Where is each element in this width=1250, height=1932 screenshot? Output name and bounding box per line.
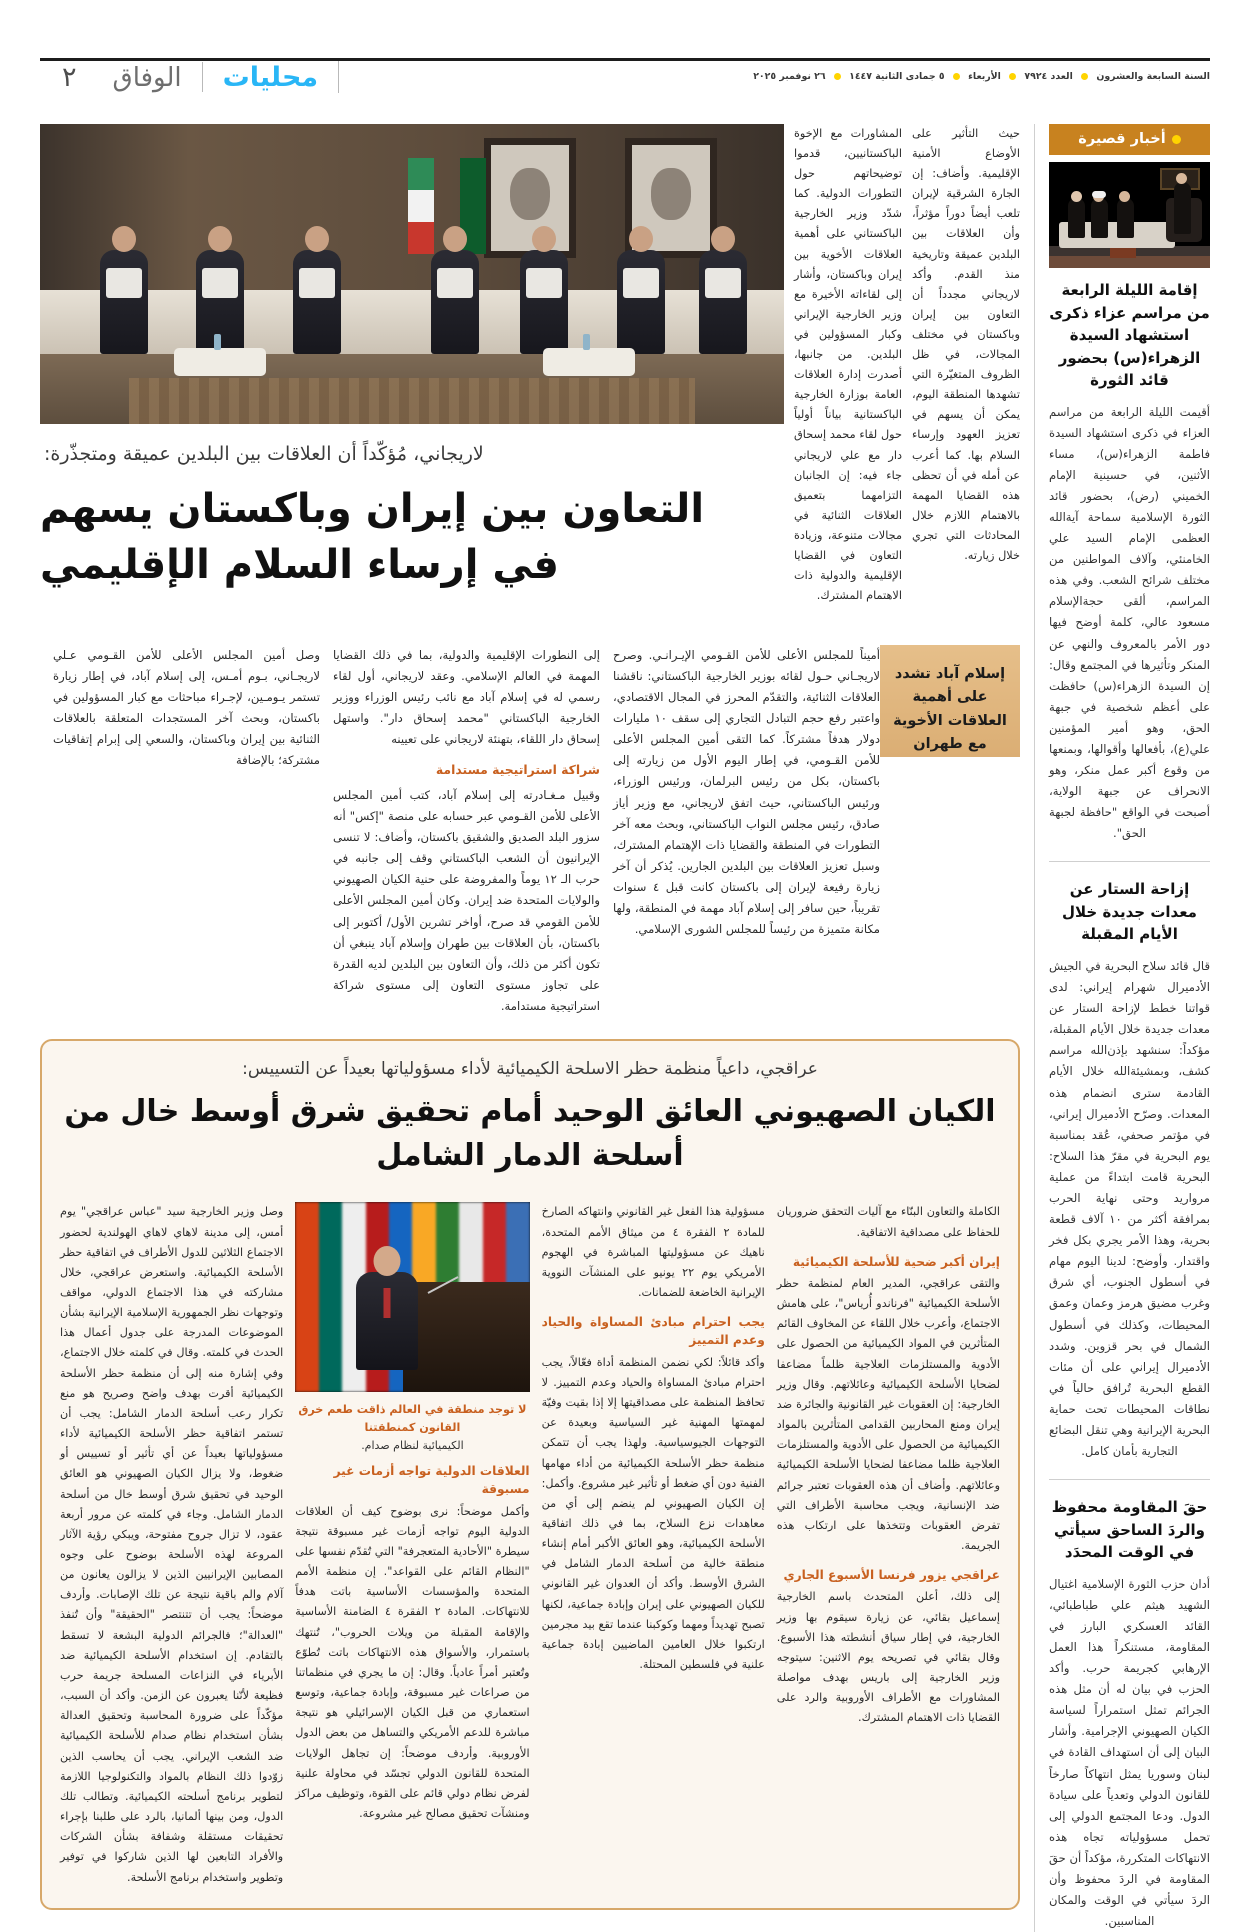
photo-person: [100, 250, 148, 354]
photo-person: [699, 250, 747, 354]
photo-person: [431, 250, 479, 354]
bottom-article-column-1: [765, 1202, 1000, 1887]
sidebar-divider: [1034, 124, 1035, 1932]
top-article-column-extra3: المشاورات مع الإخوة الباكستانيين، قدموا توضيحاتهم حول التطورات الدولية. كما شدّد وزير الخارجية الباكستاني على أهمية العلاقات الأخوية بين إيران وباكستان، وأشار إلى لقاءاته الأخيرة مع وزير الخارجية الإيراني وكبار المسؤولين في البلدين. من جانبها، أصدرت إدارة العلاقات العامة بوزارة الخارجية الباكستانية بياناً أولياً حول لقاء محمد إسحاق دار مع علي لاريجاني جاء فيه: إن الجانبان التزامهما بتعميق العلاقات الثنائية في مجالات متنوعة، وزيادة التعاون في القضايا الإقليمية والدولية ذات الاهتمام المشترك.: [794, 127, 902, 603]
top-article-photo-block: [40, 124, 784, 621]
page-content: [40, 124, 1210, 1932]
bullet-dot-icon: [953, 73, 960, 80]
bullet-dot-icon: [1081, 73, 1088, 80]
bottom-subhead-equality: يجب احترام مبادئ المساواة والحياد وعدم التمييز: [541, 1315, 765, 1348]
photo-figure-main: [1174, 182, 1191, 234]
issue-info-number: العدد ٧٩٢٤: [1024, 71, 1073, 82]
bottom-col1-body2: إلى ذلك، أعلن المتحدث باسم الخارجية إسماعيل بقائي، عن زيارة سيقوم بها وزير الخارجية، في إطار سياق أنشطته هذا الأسبوع. وقال بقائي في تصريحه يوم الاثنين: سيتوجه وزير الخارجية إلى باريس بهدف مواصلة المشاورات مع الأطراف الأوروبية والرد على القضايا ذات الاهتمام المشترك.: [776, 1590, 1000, 1725]
top-article-headline[interactable]: [40, 481, 784, 595]
top-article-column-left: [600, 645, 880, 1017]
photo-figure: [1091, 198, 1108, 238]
sidebar-photo: [1049, 162, 1210, 268]
wall-portrait-right: [484, 138, 576, 258]
bottom-subhead-intl-relations: العلاقات الدولية تواجه أزمات غير مسبوقة: [333, 1464, 530, 1497]
sidebar-item: [1049, 1496, 1210, 1932]
photo-rug: [129, 378, 694, 424]
bottom-col1-body: والتقى عراقجي، المدير العام لمنظمة حظر الأسلحة الكيميائية "فرناندو أُرياس"، على هامش الاجتماع، وأعرب خلال اللقاء عن المخاوف القائم المتأثرين في المواد الكيميائية من الحصول على الأدوية والمستلزمات العلاجية ظلماً مضاعفا لضحايا الأسلحة الكيميائية وعائلاتهم. وقال وزير الخارجية: إن العقوبات غير القانونية والجائرة ضد إيران ومنع المحاربين القدامى المتأثرين بالمواد الكيميائية من الحصول على الأدوية والمستلزمات العلاجية ظلما مضاعفا لضحايا الأسلحة الكيميائية وعائلاتهم. وأضاف أن هذه العقوبات تعتبر جرائم ضد الإنسانية، ويجب محاسبة الأطراف التي تفرض العقوبات وتتخذها على ارتكاب هذه الجريمة.: [776, 1276, 1000, 1552]
top-article-column-mid: [320, 645, 600, 1017]
photo-pedestal: [1110, 248, 1136, 258]
bottom-col2-body: وأكد قائلاً: لكي نضمن المنظمة أداة فعّالاً، يجب احترام مبادئ المساواة والحياد وعدم التمييز. لا تحافظ المنظمة على مصداقيتها إلا إذا بقيت وفيّة لمهمتها المهنية غير السياسية وبعيدة عن التوجهات الجيوسياسية. ولهذا يجب أن تتمكن منظمة حظر الأسلحة الكيميائية من أداء مهامها الفنية دون أي ضغط أو تأثير غير مشروع. وأكمل: إن الكيان الصهيوني لم ينضم إلى أي من معاهدات نزع السلاح، بما في ذلك اتفاقية الأسلحة الكيميائية، وهو العائق الأكبر أمام إنشاء منطقة خالية من أسلحة الدمار الشامل في الشرق الأوسط. وأكد أن العدوان غير القانوني للكيان الصهيوني على إيران وإبادة جماعية، لكنها تصبح تهديداً ومهما وكوكبنا عندما تقع بيد مجرمين ارتكبوا خلال العامين الماضيين إبادة جماعية علنية في فلسطين المحتلة.: [541, 1355, 765, 1672]
photo-caption: لا توجد منطقة في العالم ذاقت طعم خرق القانون كمنطقتنا: [298, 1403, 527, 1434]
sidebar-item-body: قال قائد سلاح البحرية في الجيش الأدميرال شهرام إيراني: لدى قواتنا خطط لإزاحة الستار عن معدات جديدة خلال الأيام المقبلة، مؤكداً: سنشهد بإذن‌الله مراسم كشف، وبمشيئة‌الله خلال الأيام القادمة سترى انضمام هذه المعدات. وصرّح الأدميرال إيراني، في مؤتمر صحفي، عُقد بمناسبة يوم البحرية في مقرّ هذا السلاح: البحرية قامت ابتداءً من عملية مرواريد وحتى نهاية الحرب بمرافقة أكثر من ١٠ آلاف قطعة بحرية، وهذا الأمر يجري بكل فخر واقتدار. وأوضح: لدينا اليوم مهام في أسطول الجنوب، أي شرق وغرب مضيق هرمز وعمان وعمق المحيطات، وكذلك في أسطول الشمال في بحر قزوين. وشدد الأدميرال إيراني على أن مئات القطع البحرية تُرافق حالياً في نطاقات المحيطات تحت حماية البحرية الإيرانية وهي تنقل البضائع التجارية بأمان كامل.: [1049, 958, 1210, 1459]
short-news-sidebar: [1035, 124, 1210, 1932]
short-news-header: [1049, 124, 1210, 155]
bottom-article-column-2: [530, 1202, 765, 1887]
headline-line-2: في إرساء السلام الإقليمي: [40, 542, 559, 589]
photo-person: [520, 250, 568, 354]
bottom-article-kicker: عراقجي، داعياً منظمة حظر الاسلحة الكيميائية لأداء مسؤولياتها بعيداً عن التسييس:: [242, 1058, 818, 1079]
sidebar-item-body: أقيمت الليلة الرابعة من مراسم العزاء في ذكرى استشهاد السيدة فاطمة الزهراء(س)، مساء الأثنين، في حسينية الإمام الخميني (رض)، بحضور قائد الثورة الإسلامية سماحة آية‌الله العظمى الإمام السيد علي الخامنئي، وآلاف المواطنين من مختلف شرائح الشعب. وفي هذه المراسم، ألقى حجة‌الإسلام مسعود عالي، كلمة أوضح فيها دور الأمر بالمعروف والنهي عن المنكر وتأثيرها في المجتمع وقال: إن السيدة الزهراء(س) حافظت على أعظم شخصية في جبهة الحق، وهو أمير المؤمنين علي(ع)، بأفعالها وأقوالها، وبمنعها من وقوع أكبر عمل منكر، وهو الانحراف عن جبهة الولاية، أصبحت في الواقع "حافظة لجبهة الحق".: [1049, 404, 1210, 841]
opcw-photo: [295, 1202, 529, 1392]
sidebar-divider-rule: [1049, 861, 1210, 862]
photo-table: [543, 348, 635, 376]
bottom-article-photo-column: [283, 1202, 529, 1887]
bottom-col3-body: وأكمل موضحاً: نرى بوضوح كيف أن العلاقات الدولية اليوم تواجه أزمات غير مسبوقة نتيجة سيطرة "الأحادية المتعجرفة" التي تُقدّم نفسها على "النظام القائم على القواعد". إن منظمة الأمم المتحدة والمؤسسات الأساسية باتت هدفاً للانتهاكات. المادة ٢ الفقرة ٤ الضامنة الأساسية والإقامة المقبلة من ويلات الحروب"، تُنتهك باستمرار، والأسواق هذه الانتهاكات باتت تُطوّع وتُعتبر أمراً عادياً. وقال: إن ما يجري في منظماتنا من صراعات غير مسبوقة، وإبادة جماعية، وتوسع استعماري من قبل الكيان الإسرائيلي هو نتيجة مباشرة للدعم الأمريكي والتساهل من بعض الدول الأوروبية. وأردف موضحاً: إن تجاهل الولايات المتحدة للقانون الدولي تجسّد في محاولة علنية لفرض نظام دولي قائم على القوة، وتوظيف مراكز ومنشآت تحقيق مصالح غير مشروعة.: [295, 1504, 530, 1821]
bottom-subhead-france-visit: عراقجي يزور فرنسا الأسبوع الجاري: [783, 1568, 1000, 1583]
bottom-article-column-4: [60, 1202, 283, 1887]
lead-photo: [40, 124, 784, 424]
photo-table: [174, 348, 266, 376]
top-article-kicker: لاريجاني، مُؤكّداً أن العلاقات بين البلدين عميقة ومتجذّرة:: [44, 443, 484, 465]
speaker-figure: [356, 1272, 418, 1370]
issue-info-hijri: ٥ جمادى الثانية ١٤٤٧: [849, 71, 945, 82]
photo-figure: [1068, 198, 1085, 238]
sidebar-divider-rule: [1049, 1479, 1210, 1480]
bottom-col1-intro: الكاملة والتعاون البنّاء مع آليات التحقق ضروريان للحفاظ على مصداقية الاتفاقية.: [776, 1205, 1000, 1239]
photo-turban: [1092, 191, 1106, 198]
newspaper-page: [0, 44, 1250, 1929]
iran-flag-icon: [408, 158, 434, 254]
photo-head: [1119, 191, 1130, 202]
top-article-column-right: [40, 645, 320, 1017]
bullet-dot-icon: [1172, 135, 1181, 144]
article-iran-pakistan: [40, 124, 1020, 1017]
bottom-article-headline[interactable]: الكيان الصهيوني العائق الوحيد أمام تحقيق شرق أوسط خال من أسلحة الدمار الشامل: [64, 1094, 996, 1173]
top-col-left-text: أميناً للمجلس الأعلى للأمن القـومي الإيـرانـي. وصرح لاريجـاني حـول لقائه بوزير الخارجية الباكستاني: ناقشنا العلاقات الثنائية، والتقدّم المحرز في المجال الاقتصادي، واعتبر رفع حجم التبادل التجاري إلى سقف ١٠ مليارات دولار هدفاً مشتركاً. كما التقى أمين المجلس الأعلى للأمن القـومي، في إطار اليوم الأول من زيارته إلى باكستان، بكل من رئيس البرلمان، ورئيس الوزراء، ورئيس الباكستاني، حيث اتفق لاريجاني، مع وزير أياز صادق، رئيس مجلس النواب الباكستاني، وبحث معه آخر التطورات في المنطقة والقضايا ذات الإهتمام المشترك، وسبل تعزيز العلاقات بين البلدين الجارين. يُذكر أن آخر زيارة رفيعة لإيران إلى باكستان كانت قبل ٤ سنوات تقريباً، حين سافر إلى إسلام آباد مهمة في المنطقة، ولها مكانة متميزة من رئيساً للمجلس الشورى الإسلامي.: [613, 647, 880, 937]
masthead-right-group: [40, 61, 339, 93]
sidebar-item: [1049, 878, 1210, 1462]
sidebar-item-headline[interactable]: حقَ المقاومة محفوظ والردَ الساحق سيأتي في الوقت المحدَد: [1051, 1498, 1208, 1562]
issue-info-year: السنة السابعة والعشرون: [1096, 71, 1210, 82]
podium: [403, 1282, 530, 1392]
pull-quote-box: إسلام آباد تشدد على أهمية العلاقات الأخوية مع طهران: [880, 645, 1020, 757]
sidebar-item-headline[interactable]: إقامة الليلة الرابعة من مراسم عزاء ذكرى استشهاد السيدة الزهراء(س) بحضور قائد الثورة: [1049, 281, 1210, 389]
top-article-column-extra1: حيث التأثير على الأوضاع الأمنية الإقليمية. وأضاف: إن الجارة الشرقية لإيران تلعب أيضاً دوراً مؤثراً، وأن العلاقات بين البلدين عميقة وتاريخية منذ القدم. وأكد لاريجاني مجدداً أن التعاون بين إيران وباكستان في مختلف المجالات، في ظل الظروف المتغيّرة التي تشهدها المنطقة اليوم، يمكن أن يسهم في تعزيز العهود وإرساء السلام بها. كما أعرب عن أمله في أن تحظى هذه القضايا المهمة بالاهتمام اللازم خلال المحادثات التي تجري خلال زيارته.: [912, 127, 1020, 562]
headline-line-1: التعاون بين إيران وباكستان يسهم: [40, 485, 705, 532]
issue-info: [753, 61, 1210, 82]
photo-sofa: [40, 290, 784, 354]
bullet-dot-icon: [834, 73, 841, 80]
top-col-right-text: وصل أمين المجلس الأعلى للأمن القـومي عـلي لاريجـاني، بـوم أمـس، إلى إسلام آباد، في إطار زيارة تستمر يـومـين، لإجـراء مباحثات مع كبار المسؤولين في باكستان، وبحث آخر المستجدات المتعلقة بالعلاقات الثنائية بين إيران وباكستان، والسعي إلى إبرام إتفاقيات مشتركة؛ بالإضافة: [53, 647, 320, 768]
top-col-mid-text: إلى النطورات الإقليمية والدولية، بما في ذلك القضايا المهمة في العالم الإسلامي. وعقد لاريجاني، أول لقاء رسمي له في إسلام آباد مع نائب رئيس الوزراء ووزير الخارجية الباكستاني "محمد إسحاق دار". واستهل إسحاق دار اللقاء، بتهنئة لاريجاني على تعيينه: [333, 647, 600, 747]
article-opcw-araghchi: [40, 1039, 1020, 1910]
photo-person: [617, 250, 665, 354]
photo-floor: [40, 354, 784, 424]
sidebar-item: [1049, 279, 1210, 844]
bottom-subhead-iran-victim: إيران أكبر ضحية للأسلحة الكيميائية: [792, 1254, 1000, 1269]
masthead: [40, 44, 1210, 106]
photo-person: [293, 250, 341, 354]
photo-head: [1071, 191, 1082, 202]
bullet-dot-icon: [1009, 73, 1016, 80]
top-article-subhead: شراكة استراتيجية مستدامة: [435, 762, 600, 778]
top-col-extra2-text: وقبيل مـغـادرته إلى إسلام آباد، كتب أمين المجلس الأعلى للأمن القـومي عبر حسابه على منصة "إكس" أنه سزور البلد الصديق والشقيق باكستان، وأضاف: لا تنسى الإيرانيون أن الشعب الباكستاني وقف إلى جانبه في حرب الـ ١٢ يوماً والمفروضة على حنية الكيان الصهيوني والولايات المتحدة ضد إيران. وكان أمين المجلس الأعلى للأمن القومي قد صرح، أواخر تشرين الأول/ أكتوبر إلى باكستان، بأن العلاقات بين طهران وإسلام آباد ينبغي أن تكون أكثر من ذلك، وأن التعاون بين البلدين لديه القدرة على تجاوز مستوى التعاون إلى مستوى شراكة استراتيجية مستدامة.: [333, 787, 601, 1013]
main-content: [40, 124, 1035, 1932]
bottom-col2-intro: مسؤولية هذا الفعل غير القانوني وانتهاكه الصارخ للمادة ٢ الفقرة ٤ من ميثاق الأمم المتحدة، ناهيك عن مسؤوليتها المباشرة في الهجوم الأمريكي يوم ٢٢ يونيو على المنشآت النووية الإيرانية الخاضعة للضمانات.: [541, 1205, 765, 1299]
page-number: ٢: [62, 62, 77, 94]
sidebar-item-headline[interactable]: إزاحة الستار عن معدات جديدة خلال الأيام المقبلة: [1062, 880, 1197, 944]
photo-caption-secondary: الكيميائية لنظام صدام.: [361, 1439, 464, 1453]
paper-brand: الوفاق: [93, 62, 203, 93]
issue-info-weekday: الأربعاء: [968, 71, 1001, 82]
section-title[interactable]: محليات: [203, 61, 340, 93]
photo-figure: [1117, 198, 1134, 238]
bottom-col4-body: وصل وزير الخارجية سيد "عباس عراقجي" يوم أمس، إلى مدينة لاهاي لاهاي الهولندية لحضور الاجتماع الثلاثين للدول الأطراف في اتفاقية حظر الأسلحة الكيميائية. واستعرض عراقجي، خلال مشاركته في هذا الاجتماع الدولي، مواقف وتوجهات نظر الجمهورية الإسلامية الإيرانية بشأن الموضوعات المدرجة على جدول أعمال هذا الحدث في كلمته. وقال في كلمته خلال الاجتماع، وفي إشارة منه إلى أن منظمة حظر الأسلحة الكيميائية أقرت بهدف واضح وصريح هو منع تكرار رعب أسلحة الدمار الشامل: يجب أن تستمر اتفاقية حظر الأسلحة الكيميائية لأداء مسؤولياتها بعيداً عن أي تأثير أو تسييس أو ضغوط، ولا يزال الكيان الصهيوني هو العائق الوحيد في تحقيق شرق أوسط خال من أسلحة الدمار الشامل. وجاء في كلمته عن مرور أربعة عقود، لا تزال جروح مفتوحة، ويبكي رؤية الآثار المروعة لهذه الأسلحة بوضوح على وجوه المصابين الإيرانيين الذين لا يزالون يعانون من آلام والم باقية نتيجة عن تلك الإصابات. وأردف موضحاً: يجب أن تتنتصر "الحقيقة" وأن تُنفذ "العدالة"؛ فالجرائم الدولية البشعة لا تسقط بالتقادم. إن استخدام الأسلحة الكيميائية ضد الأبرياء في النزاعات المسلحة جريمة حرب فظيعة لأنّنا يعبرون عن الزمن. وأكد أن السبب، مؤكّداً على ضرورة المحاسبة وتحقيق العدالة بشأن استخدام نظام صدام للأسلحة الكيميائية ضد الشعب الإيراني. يجب أن يحاسب الذين زوّدوا ذلك النظام بالمواد والتكنولوجيا اللازمة لتطوير برنامج أسلحته الكيميائية. وتطالب تلك الدول، ومن بينها ألمانيا، بالرد على طلبنا بإجراء تحقيقات مستقلة وشفافة بشأن الشركات والأفراد التابعين لها الذين شاركوا في توفير وتطوير واستخدام برنامج الأسلحة.: [60, 1205, 284, 1884]
short-news-title: أخبار قصيرة: [1078, 131, 1166, 147]
issue-info-gregorian: ٢٦ نوفمبر ٢٠٢٥: [753, 71, 826, 82]
sidebar-item-body: أدان حزب الثورة الإسلامية اغتيال الشهيد هيثم علي طباطبائي، القائد العسكري البارز في المقاومة، مستنكراً هذا العمل الإرهابي كجريمة حرب. وأكد الحزب في بيان له أن مثل هذه الجرائم تمثل استمراراً لسياسة الكيان الصهيوني الإجرامية. وأشار البيان إلى أن استهداف القادة في لبنان وسوريا يمثل انتهاكاً صارخاً للقانون الدولي وتعدياً على سيادة الدول. ودعا المجتمع الدولي إلى تحمل مسؤولياته تجاه هذه الانتهاكات المتكررة، مؤكداً أن حقَ المقاومة في الردَ محفوظ وأن الردَ سيأتي في الوقت والمكان المناسبين.: [1049, 1576, 1210, 1929]
